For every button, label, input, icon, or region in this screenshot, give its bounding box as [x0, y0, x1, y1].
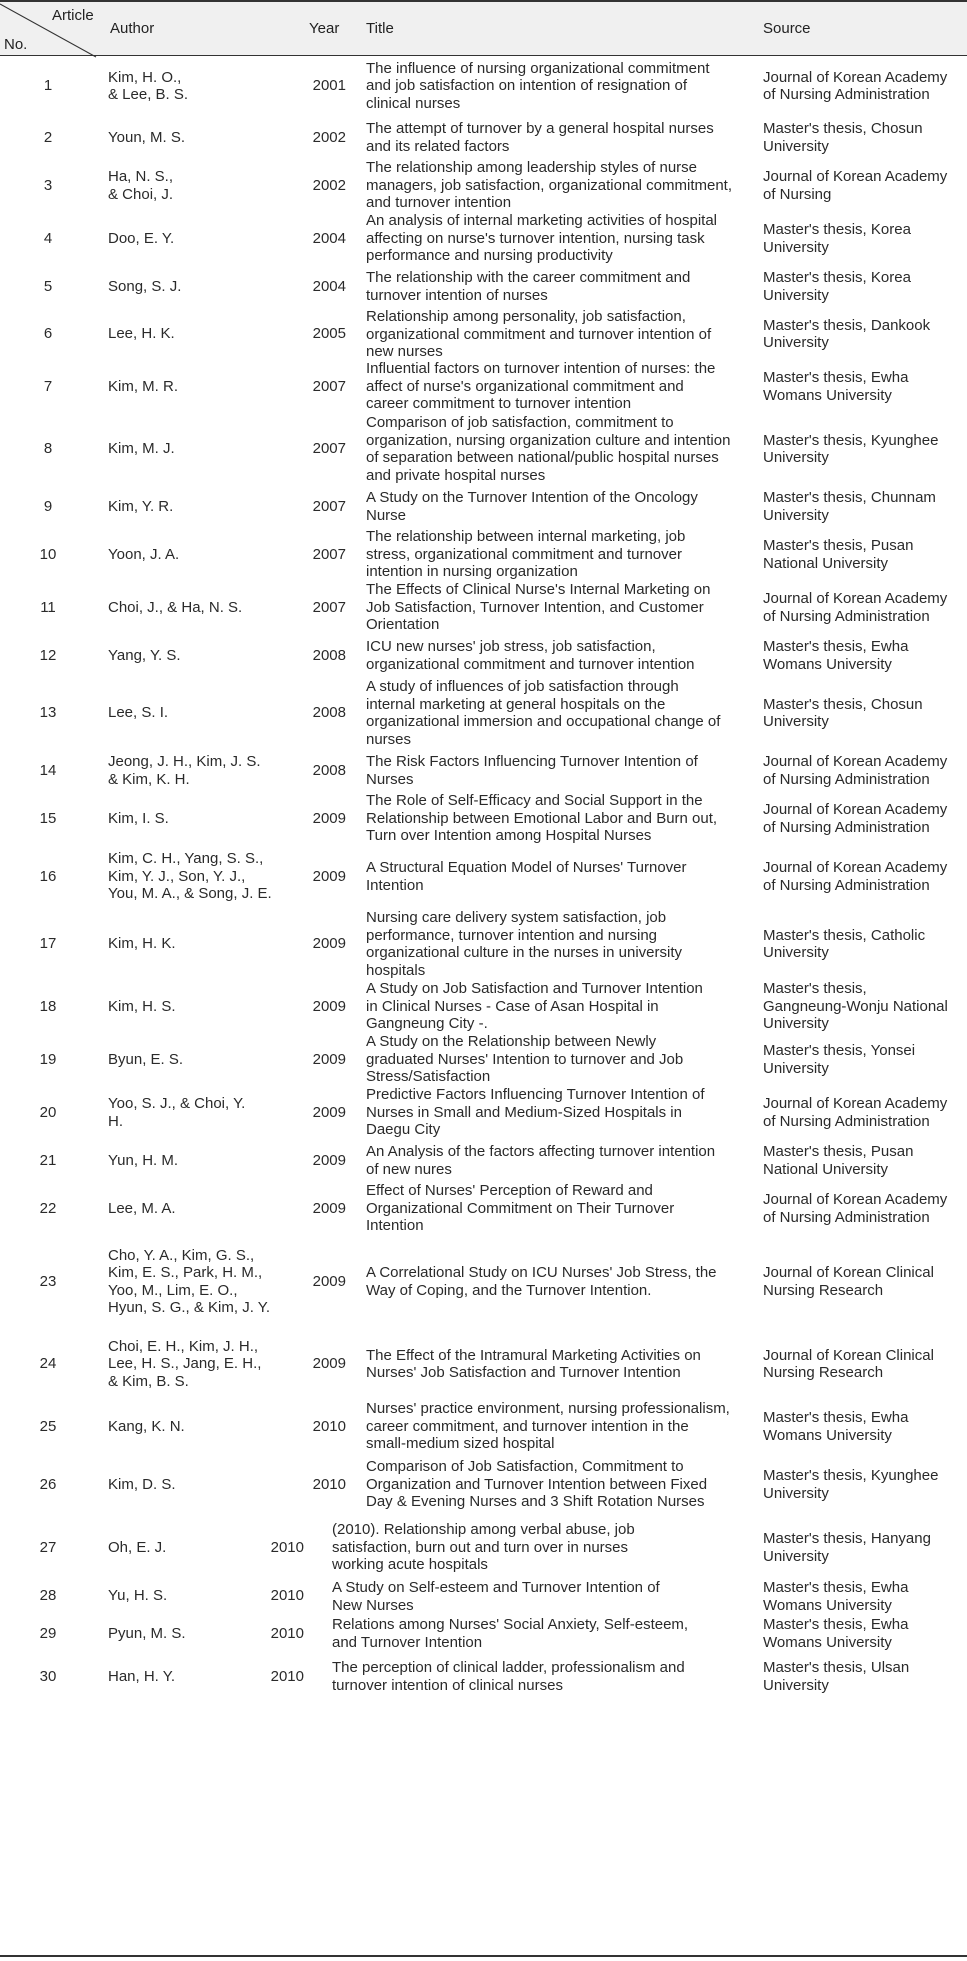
- row-source: Master's thesis, Gangneung-Wonju National University: [763, 980, 948, 1033]
- row-title: The perception of clinical ladder, professionalism and turnover intention of clinical nurses: [332, 1659, 685, 1694]
- row-source: Master's thesis, Kyunghee University: [763, 431, 939, 466]
- row-author: Han, H. Y.: [108, 1667, 175, 1685]
- table-row: [0, 56, 967, 116]
- table-row: [0, 845, 967, 908]
- row-source: Journal of Korean Clinical Nursing Research: [763, 1264, 934, 1299]
- row-author: Kim, C. H., Yang, S. S., Kim, Y. J., Son, Y. J., You, M. A., & Song, J. E.: [108, 850, 272, 903]
- row-title: The relationship among leadership styles of nurse managers, job satisfaction, organizational commitment, and turnover intention: [366, 159, 733, 212]
- row-number: 27: [39, 1538, 57, 1556]
- row-title: The Risk Factors Influencing Turnover Intention of Nurses: [366, 753, 698, 788]
- row-number: 7: [43, 377, 53, 395]
- row-number: 16: [39, 867, 57, 885]
- row-year: 2009: [312, 1103, 346, 1121]
- row-year: 2002: [312, 176, 346, 194]
- row-source: Master's thesis, Dankook University: [763, 316, 931, 351]
- row-title: A Study on the Relationship between Newly graduated Nurses' Intention to turnover and Job Stress/Satisfaction: [366, 1033, 684, 1086]
- row-number: 13: [39, 704, 57, 722]
- row-title: Predictive Factors Influencing Turnover Intention of Nurses in Small and Medium-Sized Hospitals in Daegu City: [366, 1086, 705, 1139]
- row-source: Master's thesis, Ewha Womans University: [763, 1409, 909, 1444]
- row-year: 2002: [312, 128, 346, 146]
- row-author: Cho, Y. A., Kim, G. S., Kim, E. S., Park, H. M., Yoo, M., Lim, E. O., Hyun, S. G., & Kim, J. Y.: [108, 1246, 271, 1316]
- row-title: Comparison of job satisfaction, commitment to organization, nursing organization culture and intention of separation between national/public hospital nurses and private hospital nurses: [366, 414, 731, 484]
- table-row: [0, 1086, 967, 1139]
- row-author: Byun, E. S.: [108, 1050, 184, 1068]
- row-title: (2010). Relationship among verbal abuse, job satisfaction, burn out and turn over in nurses working acute hospitals: [332, 1521, 635, 1574]
- row-source: Master's thesis, Ewha Womans University: [763, 1579, 909, 1614]
- table-row: [0, 1516, 967, 1579]
- row-title: An Analysis of the factors affecting turnover intention of new nures: [366, 1143, 716, 1178]
- header-no: No.: [4, 36, 28, 53]
- row-number: 6: [43, 325, 53, 343]
- row-title: The Effect of the Intramural Marketing Activities on Nurses' Job Satisfaction and Turnover Intention: [366, 1346, 701, 1381]
- row-year: 2009: [312, 1151, 346, 1169]
- row-author: Kim, M. J.: [108, 440, 175, 458]
- row-source: Journal of Korean Academy of Nursing Administration: [763, 801, 948, 836]
- row-author: Yang, Y. S.: [108, 646, 181, 664]
- row-author: Kim, H. O., & Lee, B. S.: [108, 68, 189, 103]
- table-row: [0, 634, 967, 677]
- row-year: 2009: [312, 1050, 346, 1068]
- row-year: 2010: [270, 1667, 304, 1685]
- table-row: [0, 413, 967, 485]
- row-year: 2007: [312, 497, 346, 515]
- row-source: Master's thesis, Chunnam University: [763, 489, 936, 524]
- table-row: [0, 116, 967, 159]
- header-title: Title: [366, 20, 394, 37]
- row-year: 2007: [312, 377, 346, 395]
- table-row: [0, 1033, 967, 1086]
- row-number: 30: [39, 1667, 57, 1685]
- table-row: [0, 1655, 967, 1698]
- row-year: 2010: [312, 1475, 346, 1493]
- row-author: Doo, E. Y.: [108, 229, 175, 247]
- row-number: 5: [43, 277, 53, 295]
- table-row: [0, 308, 967, 360]
- table-row: [0, 159, 967, 212]
- row-author: Yun, H. M.: [108, 1151, 179, 1169]
- row-year: 2004: [312, 229, 346, 247]
- row-source: Master's thesis, Chosun University: [763, 695, 923, 730]
- row-author: Yu, H. S.: [108, 1586, 168, 1604]
- row-number: 28: [39, 1586, 57, 1604]
- row-source: Master's thesis, Ewha Womans University: [763, 369, 909, 404]
- row-source: Journal of Korean Academy of Nursing Administration: [763, 590, 948, 625]
- row-source: Master's thesis, Chosun University: [763, 120, 923, 155]
- row-author: Yoo, S. J., & Choi, Y. H.: [108, 1095, 246, 1130]
- row-title: ICU new nurses' job stress, job satisfaction, organizational commitment and turnover intention: [366, 638, 695, 673]
- row-source: Journal of Korean Clinical Nursing Research: [763, 1346, 934, 1381]
- row-title: The Effects of Clinical Nurse's Internal Marketing on Job Satisfaction, Turnover Intention, and Customer Orientation: [366, 581, 711, 634]
- row-source: Journal of Korean Academy of Nursing Administration: [763, 1191, 948, 1226]
- row-title: The relationship with the career commitment and turnover intention of nurses: [366, 269, 691, 304]
- table-row: [0, 980, 967, 1033]
- row-number: 23: [39, 1272, 57, 1290]
- row-author: Choi, J., & Ha, N. S.: [108, 598, 243, 616]
- row-source: Master's thesis, Ulsan University: [763, 1659, 910, 1694]
- row-year: 2010: [270, 1624, 304, 1642]
- row-source: Master's thesis, Kyunghee University: [763, 1467, 939, 1502]
- row-number: 20: [39, 1103, 57, 1121]
- row-author: Youn, M. S.: [108, 128, 185, 146]
- table-row: [0, 1579, 967, 1612]
- table-row: [0, 908, 967, 980]
- row-number: 11: [40, 598, 56, 616]
- table-row: [0, 792, 967, 845]
- row-title: The influence of nursing organizational commitment and job satisfaction on intention of resignation of clinical nurses: [366, 59, 710, 112]
- row-author: Lee, S. I.: [108, 704, 169, 722]
- row-author: Kim, H. K.: [108, 935, 176, 953]
- table-row: [0, 1400, 967, 1453]
- row-year: 2007: [312, 598, 346, 616]
- table-row: [0, 749, 967, 792]
- table-row: [0, 1328, 967, 1400]
- row-number: 2: [43, 128, 53, 146]
- row-title: Effect of Nurses' Perception of Reward and Organizational Commitment on Their Turnover Intention: [366, 1182, 675, 1235]
- row-title: A Study on Self-esteem and Turnover Intention of New Nurses: [332, 1579, 660, 1614]
- row-year: 2009: [312, 1355, 346, 1373]
- row-number: 22: [39, 1199, 57, 1217]
- row-source: Master's thesis, Yonsei University: [763, 1042, 916, 1077]
- row-number: 29: [39, 1624, 57, 1642]
- row-source: Master's thesis, Korea University: [763, 221, 911, 256]
- table-row: [0, 528, 967, 581]
- row-title: Influential factors on turnover intention of nurses: the affect of nurse's organizational commitment and career commitment to turnover intention: [366, 360, 716, 413]
- row-author: Kim, H. S.: [108, 997, 176, 1015]
- row-year: 2007: [312, 440, 346, 458]
- row-title: A Study on Job Satisfaction and Turnover Intention in Clinical Nurses - Case of Asan Hospital in Gangneung City -.: [366, 980, 703, 1033]
- row-year: 2009: [312, 1272, 346, 1290]
- row-number: 3: [43, 176, 53, 194]
- row-author: Kim, Y. R.: [108, 497, 174, 515]
- row-year: 2001: [312, 77, 346, 95]
- row-author: Kim, I. S.: [108, 809, 169, 827]
- row-year: 2010: [270, 1538, 304, 1556]
- row-number: 8: [43, 440, 53, 458]
- row-author: Kim, M. R.: [108, 377, 178, 395]
- row-number: 24: [39, 1355, 57, 1373]
- row-year: 2004: [312, 277, 346, 295]
- row-number: 26: [39, 1475, 57, 1493]
- table-row: [0, 1453, 967, 1516]
- table-header: [0, 0, 967, 56]
- row-author: Yoon, J. A.: [108, 545, 180, 563]
- row-title: A Correlational Study on ICU Nurses' Job Stress, the Way of Coping, and the Turnover Intention.: [366, 1264, 717, 1299]
- row-author: Choi, E. H., Kim, J. H., Lee, H. S., Jang, E. H., & Kim, B. S.: [108, 1337, 262, 1390]
- row-year: 2010: [312, 1417, 346, 1435]
- row-source: Master's thesis, Korea University: [763, 269, 911, 304]
- row-source: Master's thesis, Catholic University: [763, 926, 926, 961]
- row-number: 12: [39, 646, 57, 664]
- row-title: A Structural Equation Model of Nurses' Turnover Intention: [366, 859, 687, 894]
- row-number: 14: [39, 761, 57, 779]
- row-year: 2008: [312, 704, 346, 722]
- row-author: Song, S. J.: [108, 277, 182, 295]
- table-row: [0, 212, 967, 265]
- header-article: Article: [52, 7, 94, 24]
- row-source: Journal of Korean Academy of Nursing Administration: [763, 1095, 948, 1130]
- row-number: 19: [39, 1050, 57, 1068]
- row-year: 2009: [312, 935, 346, 953]
- row-year: 2009: [312, 1199, 346, 1217]
- row-source: Master's thesis, Pusan National University: [763, 537, 914, 572]
- row-title: Nurses' practice environment, nursing professionalism, career commitment, and turnover intention in the small-medium sized hospital: [366, 1400, 730, 1453]
- row-number: 17: [39, 935, 57, 953]
- row-year: 2009: [312, 809, 346, 827]
- row-author: Oh, E. J.: [108, 1538, 167, 1556]
- header-author: Author: [110, 20, 155, 37]
- row-source: Master's thesis, Ewha Womans University: [763, 638, 909, 673]
- row-title: The Role of Self-Efficacy and Social Support in the Relationship between Emotional Labor and Burn out, Turn over Intention among Hospital Nurses: [366, 792, 718, 845]
- table-bottom-rule: [0, 1955, 967, 1957]
- row-number: 15: [39, 809, 57, 827]
- row-number: 18: [39, 997, 57, 1015]
- row-year: 2009: [312, 997, 346, 1015]
- table-row: [0, 1235, 967, 1328]
- header-year: Year: [309, 20, 340, 37]
- row-number: 21: [39, 1151, 57, 1169]
- row-number: 25: [39, 1417, 57, 1435]
- row-year: 2008: [312, 761, 346, 779]
- row-title: Nursing care delivery system satisfaction, job performance, turnover intention and nursing organizational culture in the nurses in university hospitals: [366, 909, 683, 979]
- row-year: 2010: [270, 1586, 304, 1604]
- table-row: [0, 1612, 967, 1655]
- table-row: [0, 1182, 967, 1235]
- row-title: Relations among Nurses' Social Anxiety, Self-esteem, and Turnover Intention: [332, 1616, 689, 1651]
- row-source: Journal of Korean Academy of Nursing Administration: [763, 859, 948, 894]
- row-number: 9: [43, 497, 53, 515]
- row-title: An analysis of internal marketing activities of hospital affecting on nurse's turnover intention, nursing task performance and nursing productivity: [366, 212, 718, 265]
- row-title: The attempt of turnover by a general hospital nurses and its related factors: [366, 120, 714, 155]
- row-number: 1: [43, 77, 53, 95]
- row-source: Master's thesis, Ewha Womans University: [763, 1616, 909, 1651]
- row-source: Journal of Korean Academy of Nursing Administration: [763, 753, 948, 788]
- row-year: 2007: [312, 545, 346, 563]
- row-number: 10: [39, 545, 57, 563]
- row-year: 2009: [312, 867, 346, 885]
- row-author: Lee, H. K.: [108, 325, 175, 343]
- row-author: Ha, N. S., & Choi, J.: [108, 168, 174, 203]
- table-row: [0, 360, 967, 413]
- row-year: 2008: [312, 646, 346, 664]
- row-year: 2005: [312, 325, 346, 343]
- row-source: Master's thesis, Hanyang University: [763, 1530, 931, 1565]
- row-title: A Study on the Turnover Intention of the Oncology Nurse: [366, 489, 698, 524]
- row-author: Kang, K. N.: [108, 1417, 185, 1435]
- table-row: [0, 485, 967, 528]
- row-title: Comparison of Job Satisfaction, Commitment to Organization and Turnover Intention between Fixed Day & Evening Nurses and 3 Shift Rotation Nurses: [366, 1458, 708, 1511]
- row-number: 4: [43, 229, 53, 247]
- row-title: The relationship between internal marketing, job stress, organizational commitment and turnover intention in nursing organization: [366, 528, 686, 581]
- table-row: [0, 265, 967, 308]
- row-author: Jeong, J. H., Kim, J. S. & Kim, K. H.: [108, 753, 261, 788]
- row-author: Lee, M. A.: [108, 1199, 176, 1217]
- table-row: [0, 677, 967, 749]
- header-source: Source: [763, 20, 811, 37]
- row-source: Journal of Korean Academy of Nursing Administration: [763, 68, 948, 103]
- row-title: Relationship among personality, job satisfaction, organizational commitment and turnover intention of new nurses: [366, 308, 712, 360]
- row-source: Master's thesis, Pusan National University: [763, 1143, 914, 1178]
- row-title: A study of influences of job satisfaction through internal marketing at general hospitals on the organizational immersion and occupational change of nurses: [366, 678, 721, 748]
- row-author: Pyun, M. S.: [108, 1624, 186, 1642]
- table-row: [0, 581, 967, 634]
- row-source: Journal of Korean Academy of Nursing: [763, 168, 948, 203]
- row-author: Kim, D. S.: [108, 1475, 176, 1493]
- table-row: [0, 1139, 967, 1182]
